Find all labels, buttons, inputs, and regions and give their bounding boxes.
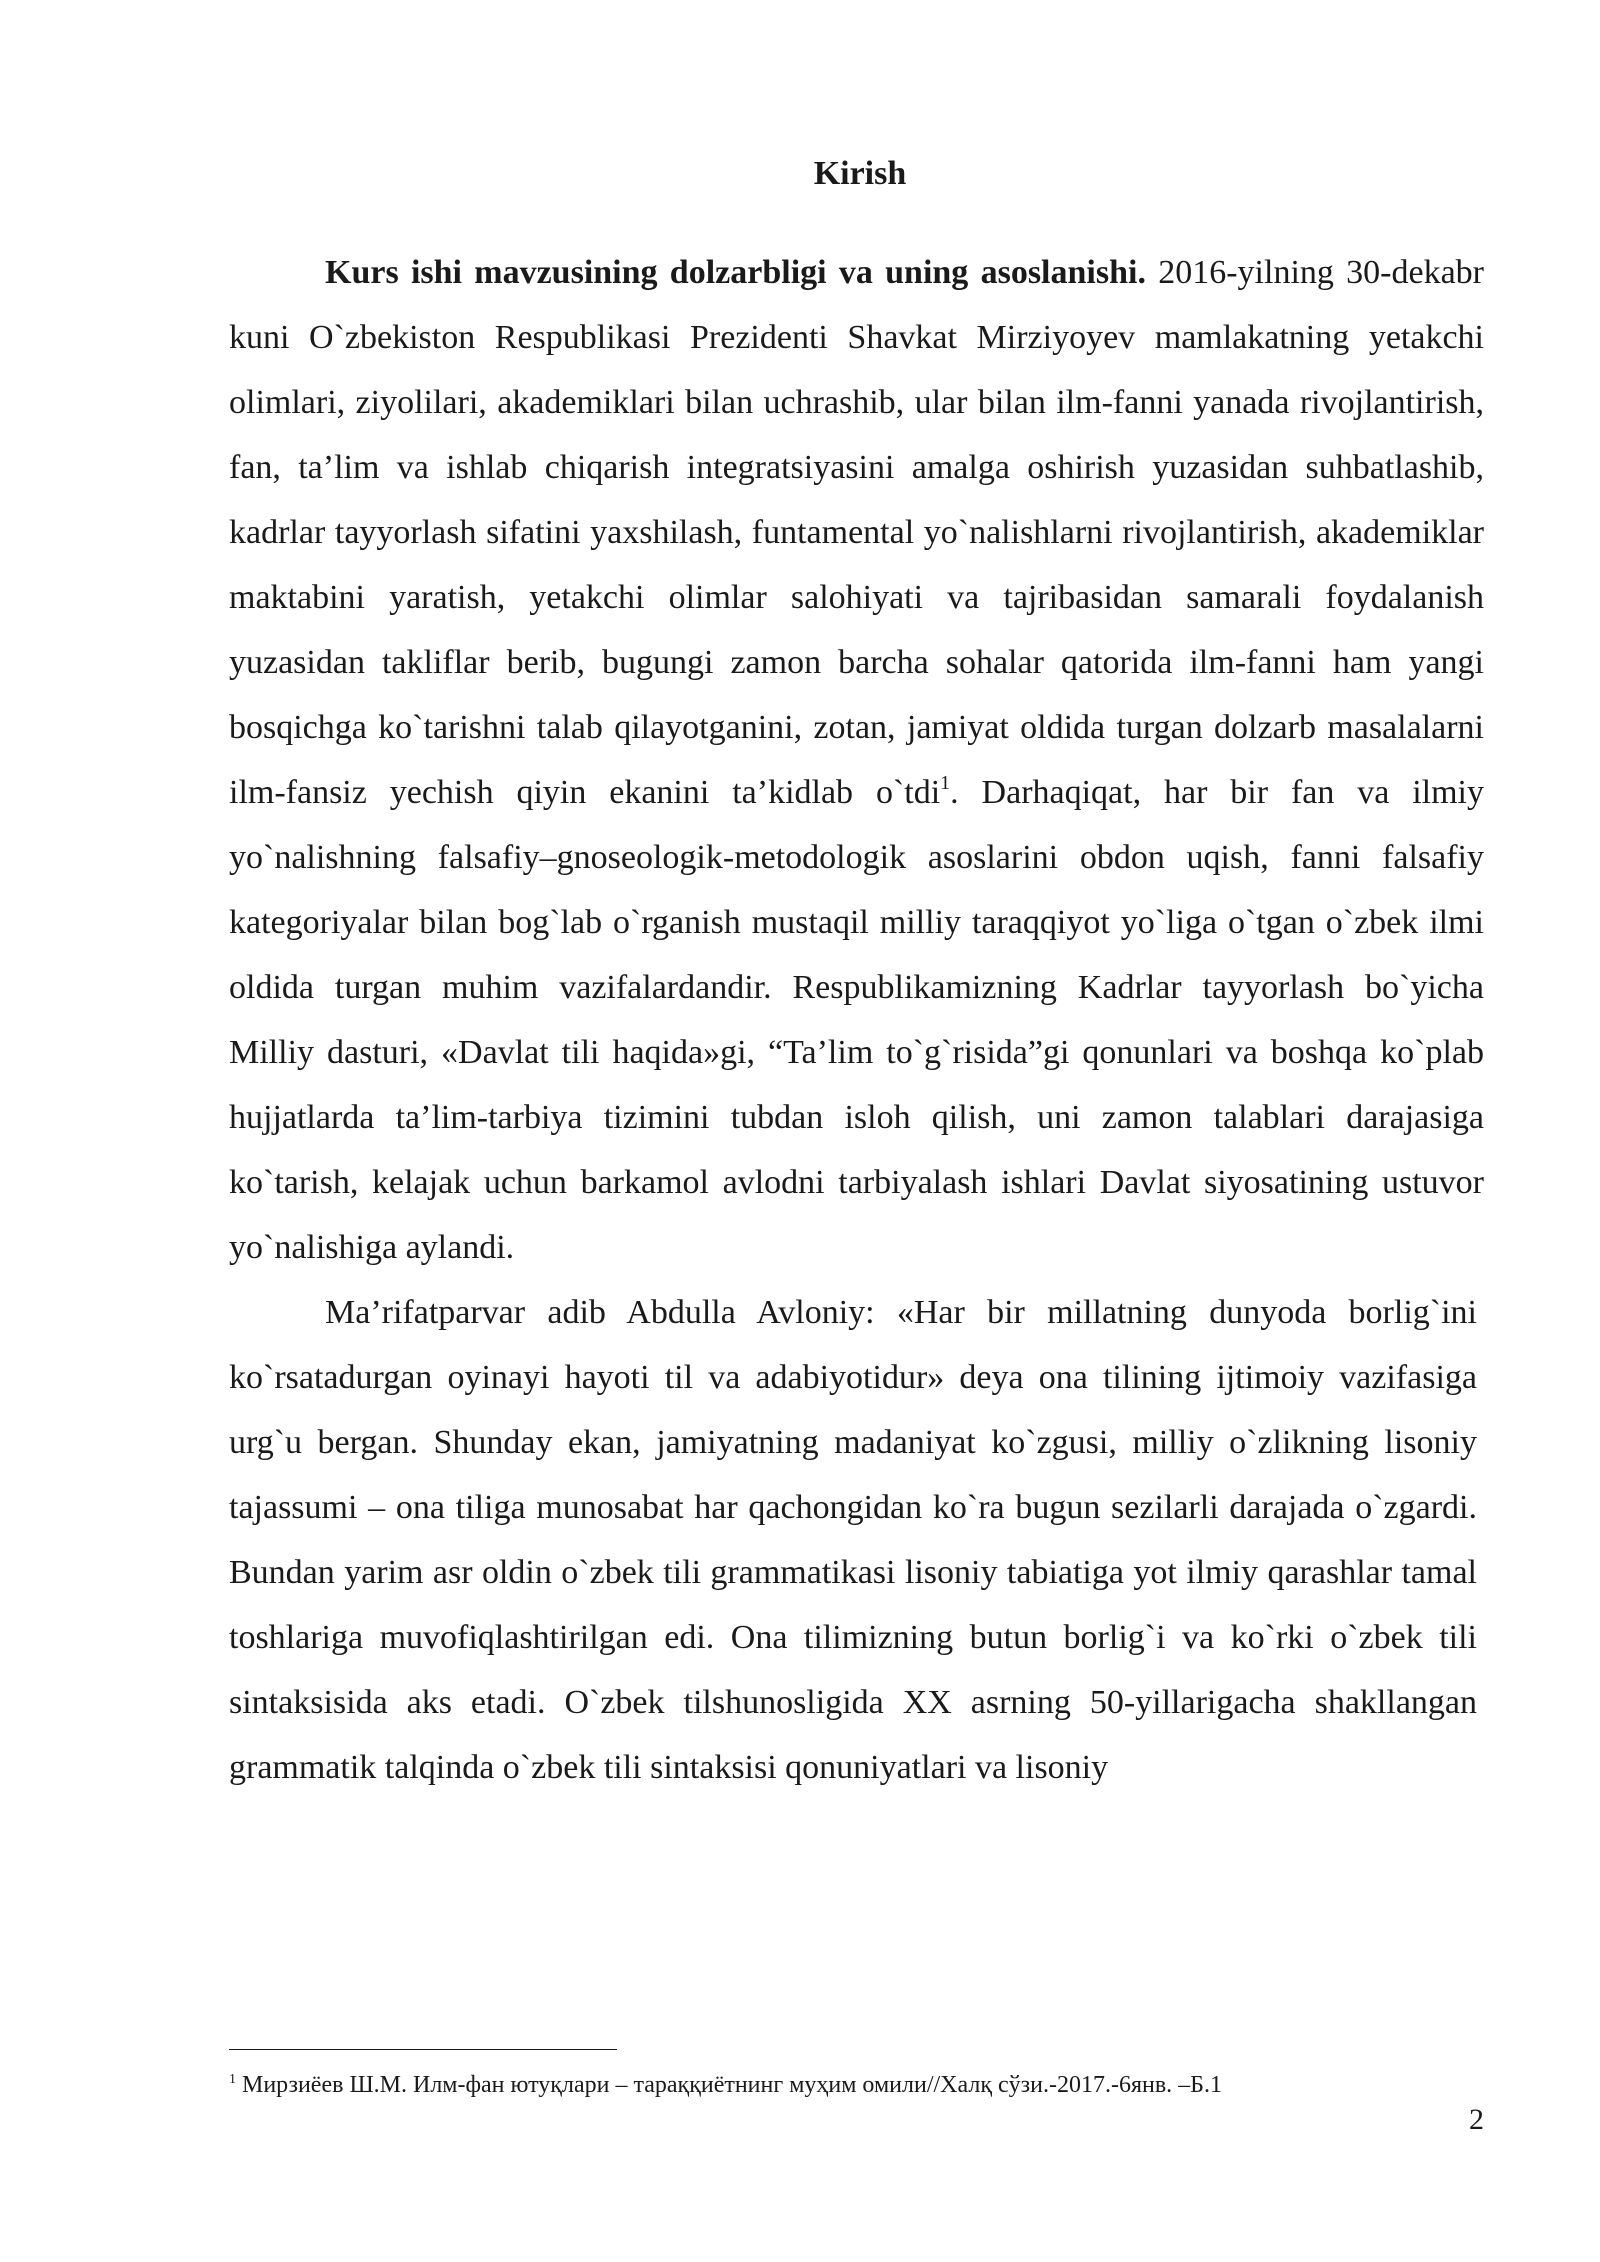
body-text xyxy=(229,240,1484,1800)
paragraph-1 xyxy=(229,240,1484,1280)
footnote-reference[interactable]: 1 xyxy=(940,772,951,794)
paragraph-1-text-b: . Darhaqiqat, har bir fan va ilmiy yo`nalishning falsafiy–gnoseologik-metodologik asoslarini obdon uqish, fanni falsafiy kategoriyalar bilan bog`lab o`rganish mustaqil milliy taraqqiyot yo`liga o`tgan o`zbek ilmi oldida turgan muhim vazifalardandir. Respublikamizning Kadrlar tayyorlash bo`yicha Milliy dasturi, «Davlat tili haqida»gi, “Ta’lim to`g`risida”gi qonunlari va boshqa ko`plab hujjatlarda ta’lim-tarbiya tizimini tubdan isloh qilish, uni zamon talablari darajasiga ko`tarish, kelajak uchun barkamol avlodni tarbiyalash ishlari Davlat siyosatining ustuvor yo`nalishiga aylandi. xyxy=(229,774,1485,1266)
page-number: 2 xyxy=(1469,2103,1484,2136)
footnote xyxy=(229,2068,1484,2102)
page-title: Kirish xyxy=(813,155,907,192)
footnote-separator xyxy=(229,2049,617,2050)
footnote-text: Мирзиёев Ш.М. Илм-фан ютуқлари – тараққиётнинг муҳим омили//Халқ сўзи.-2017.-6янв. –Б.1 xyxy=(236,2072,1222,2098)
footnote-marker: 1 xyxy=(229,2072,236,2087)
paragraph-1-text-a: 2016-yilning 30-dekabr kuni O`zbekiston Respublikasi Prezidenti Shavkat Mirziyoyev mamlakatning yetakchi olimlari, ziyolilari, akademiklari bilan uchrashib, ular bilan ilm-fanni yanada rivojlantirish, fan, ta’lim va ishlab chiqarish integratsiyasini amalga oshirish yuzasidan suhbatlashib, kadrlar tayyorlash sifatini yaxshilash, funtamental yo`nalishlarni rivojlantirish, akademiklar maktabini yaratish, yetakchi olimlar salohiyati va tajribasidan samarali foydalanish yuzasidan takliflar berib, bugungi zamon barcha sohalar qatorida ilm-fanni ham yangi bosqichga ko`tarishni talab qilayotganini, zotan, jamiyat oldida turgan dolzarb masalalarni ilm-fansiz yechish qiyin ekanini ta’kidlab o`tdi xyxy=(229,254,1484,811)
paragraph-2: Ma’rifatparvar adib Abdulla Avloniy: «Har bir millatning dunyoda borlig`ini ko`rsatadurgan oyinayi hayoti til va adabiyotidur» deya ona tilining ijtimoiy vazifasiga urg`u bergan. Shunday ekan, jamiyatning madaniyat ko`zgusi, milliy o`zlikning lisoniy tajassumi – ona tiliga munosabat har qachongidan ko`ra bugun sezilarli darajada o`zgardi. Bundan yarim asr oldin o`zbek tili grammatikasi lisoniy tabiatiga yot ilmiy qarashlar tamal toshlariga muvofiqlashtirilgan edi. Ona tilimizning butun borlig`i va ko`rki o`zbek tili sintaksisida aks etadi. O`zbek tilshunosligida XX asrning 50-yillarigacha shakllangan grammatik talqinda o`zbek tili sintaksisi qonuniyatlari va lisoniy xyxy=(229,1294,1477,1786)
paragraph-lead-heading: Kurs ishi mavzusining dolzarbligi va uning asoslanishi. xyxy=(325,254,1146,291)
